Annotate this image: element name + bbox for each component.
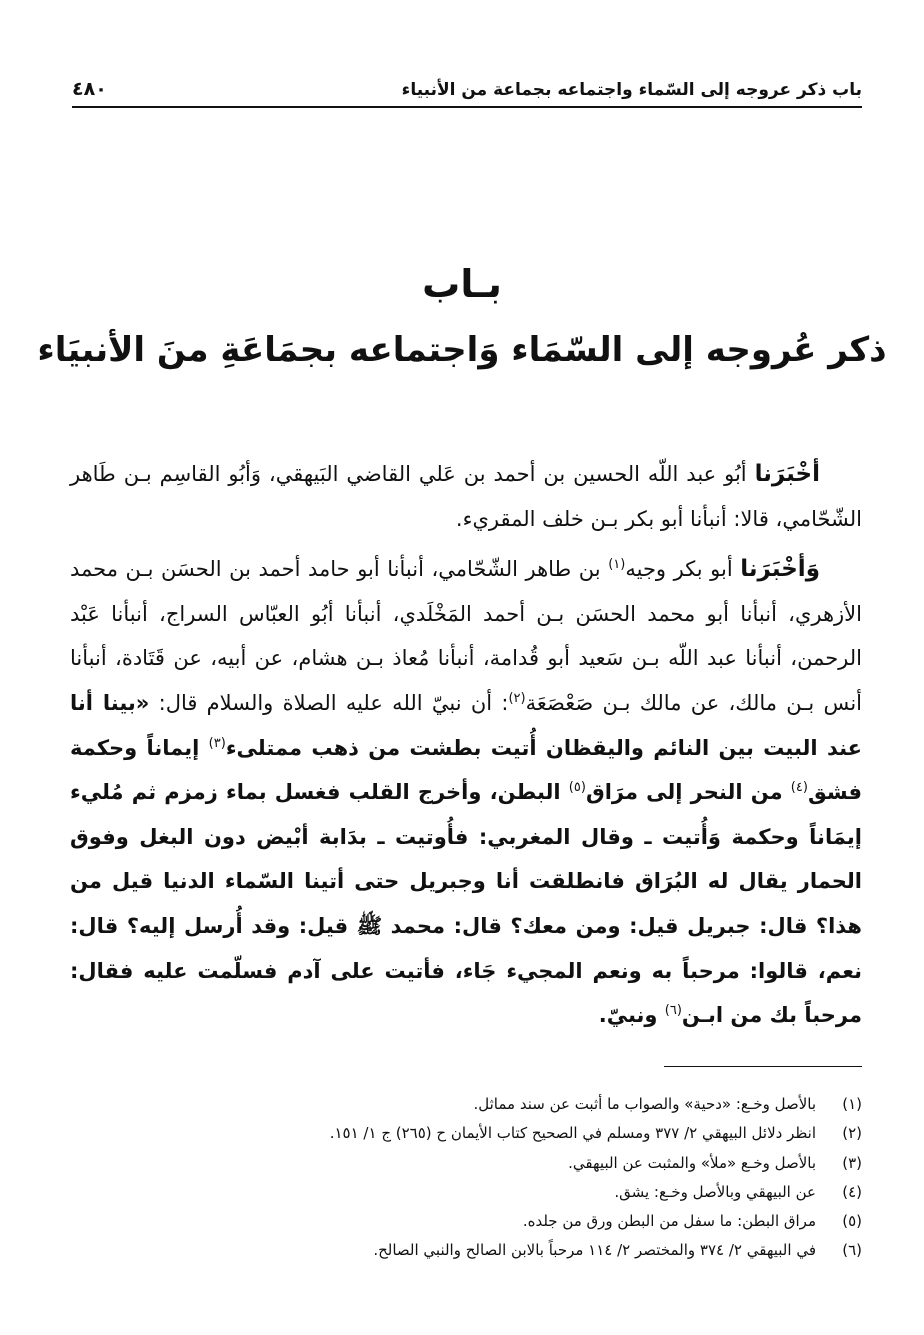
page-number: ٤٨٠ <box>72 78 107 100</box>
footnote-text: عن البيهقي وبالأصل وخـع: يشق. <box>614 1182 816 1201</box>
running-title: باب ذكر عروجه إلى السّماء واجتماعه بجماعة من الأنبياء <box>401 80 862 100</box>
footnote-text: في البيهقي ٢/ ٣٧٤ والمختصر ٢/ ١١٤ مرحباً بالابن الصالح والنبي الصالح. <box>373 1241 816 1260</box>
footnote-text: انظر دلائل البيهقي ٢/ ٣٧٧ ومسلم في الصحيح كتاب الأيمان ح (٢٦٥) ج ١/ ١٥١. <box>329 1124 816 1143</box>
footnote-item <box>70 1119 862 1148</box>
paragraph-2 <box>70 547 862 1038</box>
hadith-quote: البطن، وأخرج القلب فغسل بماء زمزم ثم مُليء إيمَاناً وحكمة وَأُتيت ـ وقال المغربي: فأُوتيت ـ بدَابة أبْيض دون البغل وفوق الحمار يقال له البُرَاق فانطلقت أنا وجبريل حتى أتينا السّماء الدنيا قيل من هذا؟ قال: جبريل قيل: ومن معك؟ قال: محمد ﷺ قيل: وقد أُرسل إليه؟ قال: نعم، قالوا: مرحباً به ونعم المجيء جَاء، فأتيت على آدم فسلّمت عليه فقال: مرحباً بك من ابـن <box>70 780 862 1028</box>
paragraph-text: أبو بكر وجيه <box>625 557 741 582</box>
paragraph-keyword: أخْبَرَنا <box>754 461 820 487</box>
footnote-item <box>70 1178 862 1207</box>
footnote-ref: (٥) <box>568 780 586 796</box>
footnote-number: (٦) <box>842 1241 862 1260</box>
footnote-ref: (٦) <box>664 1003 682 1019</box>
hadith-quote: إيماناً وحكمة فشق <box>70 735 862 805</box>
footnote-number: (٣) <box>842 1153 862 1172</box>
footnote-number: (٥) <box>842 1212 862 1231</box>
footnotes <box>70 1090 862 1266</box>
body-text <box>70 452 862 1044</box>
footnote-item <box>70 1149 862 1178</box>
paragraph-text: : أن نبيّ الله عليه الصلاة والسلام قال: <box>149 690 509 715</box>
chapter-word: بـاب <box>422 262 502 306</box>
hadith-quote: «بينا أنا عند البيت بين النائم واليقظان أُتيت بطشت من ذهب ممتلىء <box>70 690 862 760</box>
footnote-text: بالأصل وخـع: «دحية» والصواب ما أثبت عن سند مماثل. <box>473 1095 816 1113</box>
footnote-ref: (٢) <box>508 690 526 706</box>
footnote-number: (٤) <box>842 1182 862 1201</box>
footnote-ref: (١) <box>608 557 626 573</box>
paragraph-text: بن طاهر الشّحّامي، أنبأنا أبو حامد أحمد بن الحسَن بـن محمد الأزهري، أنبأنا أبو محمد الحسَن بـن أحمد المَخْلَدي، أنبأنا أبُو العبّاس السراج، أنبأنا عَبْد الرحمن، أنبأنا عبد اللّه بـن سَعيد أبو قُدامة، أنبأنا مُعاذ بـن هشام، عن أبيه، عن قَتَادة، أنبأنا أنس بـن مالك، عن مالك بـن صَعْصَعَة <box>70 557 862 715</box>
footnote-text: مراق البطن: ما سفل من البطن ورق من جلده. <box>522 1212 816 1231</box>
running-header <box>72 64 862 108</box>
footnote-ref: (٣) <box>208 735 226 751</box>
footnote-text: بالأصل وخـع «ملأ» والمثبت عن البيهقي. <box>568 1153 816 1172</box>
paragraph-text: أبُو عبد اللّه الحسين بن أحمد بن عَلي القاضي البَيهقي، وَأبُو القاسِم بـن طَاهر الشّحّامي، قالا: أنبأنا أبو بكر بـن خلف المقريء. <box>70 462 862 531</box>
footnote-item <box>70 1090 862 1119</box>
chapter-title: ذكر عُروجه إلى السّمَاء وَاجتماعه بجمَاعَةِ منَ الأنبيَاء <box>37 330 887 370</box>
footnote-ref: (٤) <box>790 780 808 796</box>
footnote-item <box>70 1236 862 1265</box>
footnote-item <box>70 1207 862 1236</box>
hadith-quote: ونبيّ. <box>598 1003 665 1028</box>
footnote-number: (١) <box>842 1095 862 1113</box>
hadith-quote: من النحر إلى مرَاق <box>585 780 791 805</box>
paragraph-keyword: وَأخْبَرَنا <box>740 556 820 583</box>
paragraph-1 <box>70 452 862 541</box>
footnote-separator <box>664 1066 862 1067</box>
footnote-number: (٢) <box>842 1124 862 1143</box>
